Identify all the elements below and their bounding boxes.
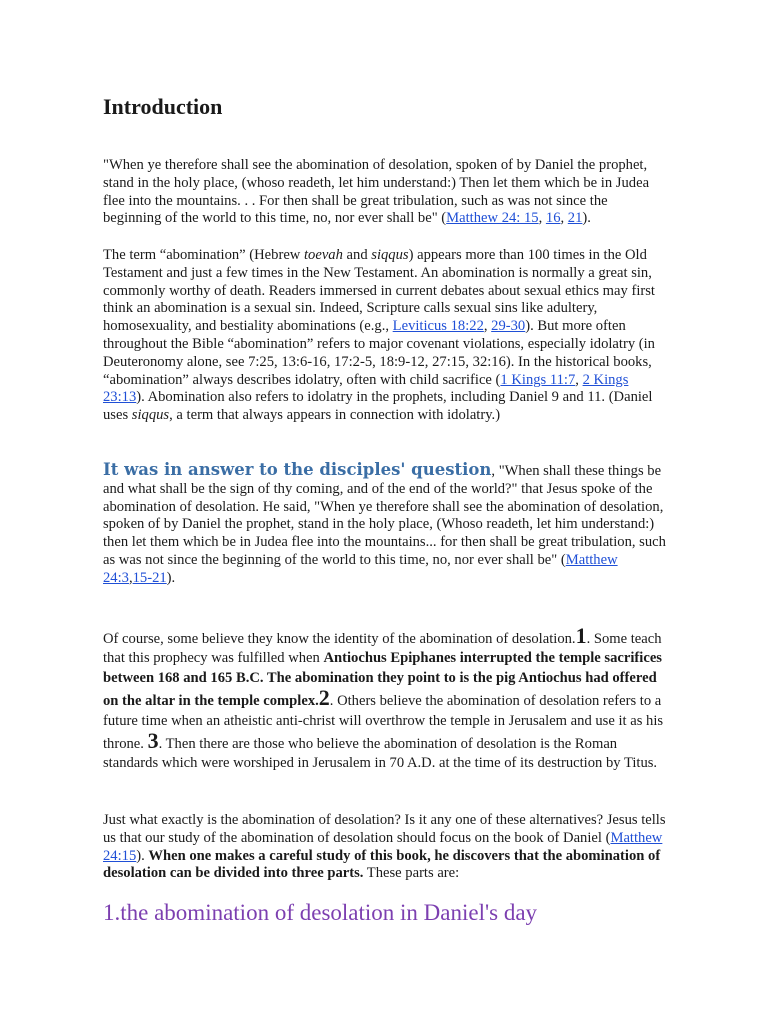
link-matthew-24-3[interactable]: Matthew 24:3	[103, 551, 618, 586]
inline-heading: It was in answer to the disciples' question	[103, 460, 492, 479]
disciples-question-paragraph: It was in answer to the disciples' question, "When shall these things be and what shall be the sign of thy coming, and of the end of the world?" that Jesus spoke of the abomination of desolation. He said, "When ye therefore shall see the abomination of desolation, spoken of by Daniel the prophet, stand in the holy place, (Whoso readeth, let him understand:) then let them which be in Judea flee into the mountains... for then shall be great tribulation, such as was not since the beginning of the world to this time, no, nor ever shall be" (Matthew 24:3,15-21).	[103, 460, 666, 586]
link-leviticus-18-22[interactable]: Leviticus 18:22	[392, 318, 484, 335]
link-matthew-24-15-b[interactable]: Matthew 24:15	[103, 829, 663, 864]
quote-paragraph: "When ye therefore shall see the abomination of desolation, spoken of by Daniel the prophet, stand in the holy place, (whoso readeth, let him understand:) Then let them which be in Judea flee into the mountains. . . For then shall be great tribulation, such as was not since the beginning of the world to this time, no, nor ever shall be" (Matthew 24: 15, 16, 21).	[103, 157, 650, 227]
link-1-kings-11-7[interactable]: 1 Kings 11:7	[500, 371, 576, 388]
link-verse-21[interactable]: 21	[567, 210, 583, 227]
study-paragraph: Just what exactly is the abomination of desolation? Is it any one of these alternatives? Jesus tells us that our study of the abomination of desolation should focus on the book of Daniel (Matthew 24:15). When one makes a careful study of this book, he discovers that the abomination of desolation can be divided into three parts. These parts are:	[103, 812, 666, 882]
interpretations-paragraph: Of course, some believe they know the identity of the abomination of desolation.1. Some teach that this prophecy was fulfilled when Antiochus Epiphanes interrupted the temple sacrifices between 168 and 165 B.C. The abomination they point to is the pig Antiochus had offered on the altar in the temple complex.2. Others believe the abomination of desolation refers to a future time when an atheistic anti-christ will overthrow the temple in Jerusalem and use it as his throne. 3. Then there are those who believe the abomination of desolation is the Roman standards which were worshiped in Jerusalem in 70 A.D. at the time of its destruction by Titus.	[103, 623, 664, 772]
footnote-number-1: 1	[575, 623, 587, 648]
footnote-number-2: 2	[318, 685, 330, 711]
link-verse-16[interactable]: 16	[545, 210, 561, 227]
link-2-kings-23-13[interactable]: 2 Kings 23:13	[103, 371, 629, 406]
section-subheading: 1.the abomination of desolation in Daniel's day	[103, 900, 538, 925]
link-29-30[interactable]: 29-30	[491, 318, 526, 335]
page-title: Introduction	[103, 94, 223, 119]
link-15-21[interactable]: 15-21	[132, 569, 167, 586]
link-matthew-24-15[interactable]: Matthew 24: 15	[446, 210, 539, 227]
abomination-term-paragraph: The term “abomination” (Hebrew toevah and siqqus) appears more than 100 times in the Old Testament and just a few times in the New Testament. An abomination is normally a great sin, commonly worthy of death. Readers immersed in current debates about sexual ethics may first think an abomination is a sexual sin. Indeed, Scripture calls sexual sins like adultery, homosexuality, and bestiality abominations (e.g., Leviticus 18:22, 29-30). But more often throughout the Bible “abomination” refers to major covenant violations, especially idolatry (in Deuteronomy alone, see 7:25, 13:6-16, 17:2-5, 18:9-12, 27:15, 32:16). In the historical books, “abomination” always describes idolatry, often with child sacrifice (1 Kings 11:7, 2 Kings 23:13). Abomination also refers to idolatry in the prophets, including Daniel 9 and 11. (Daniel uses siqqus, a term that always appears in connection with idolatry.)	[103, 247, 655, 424]
footnote-number-3: 3	[147, 728, 159, 754]
